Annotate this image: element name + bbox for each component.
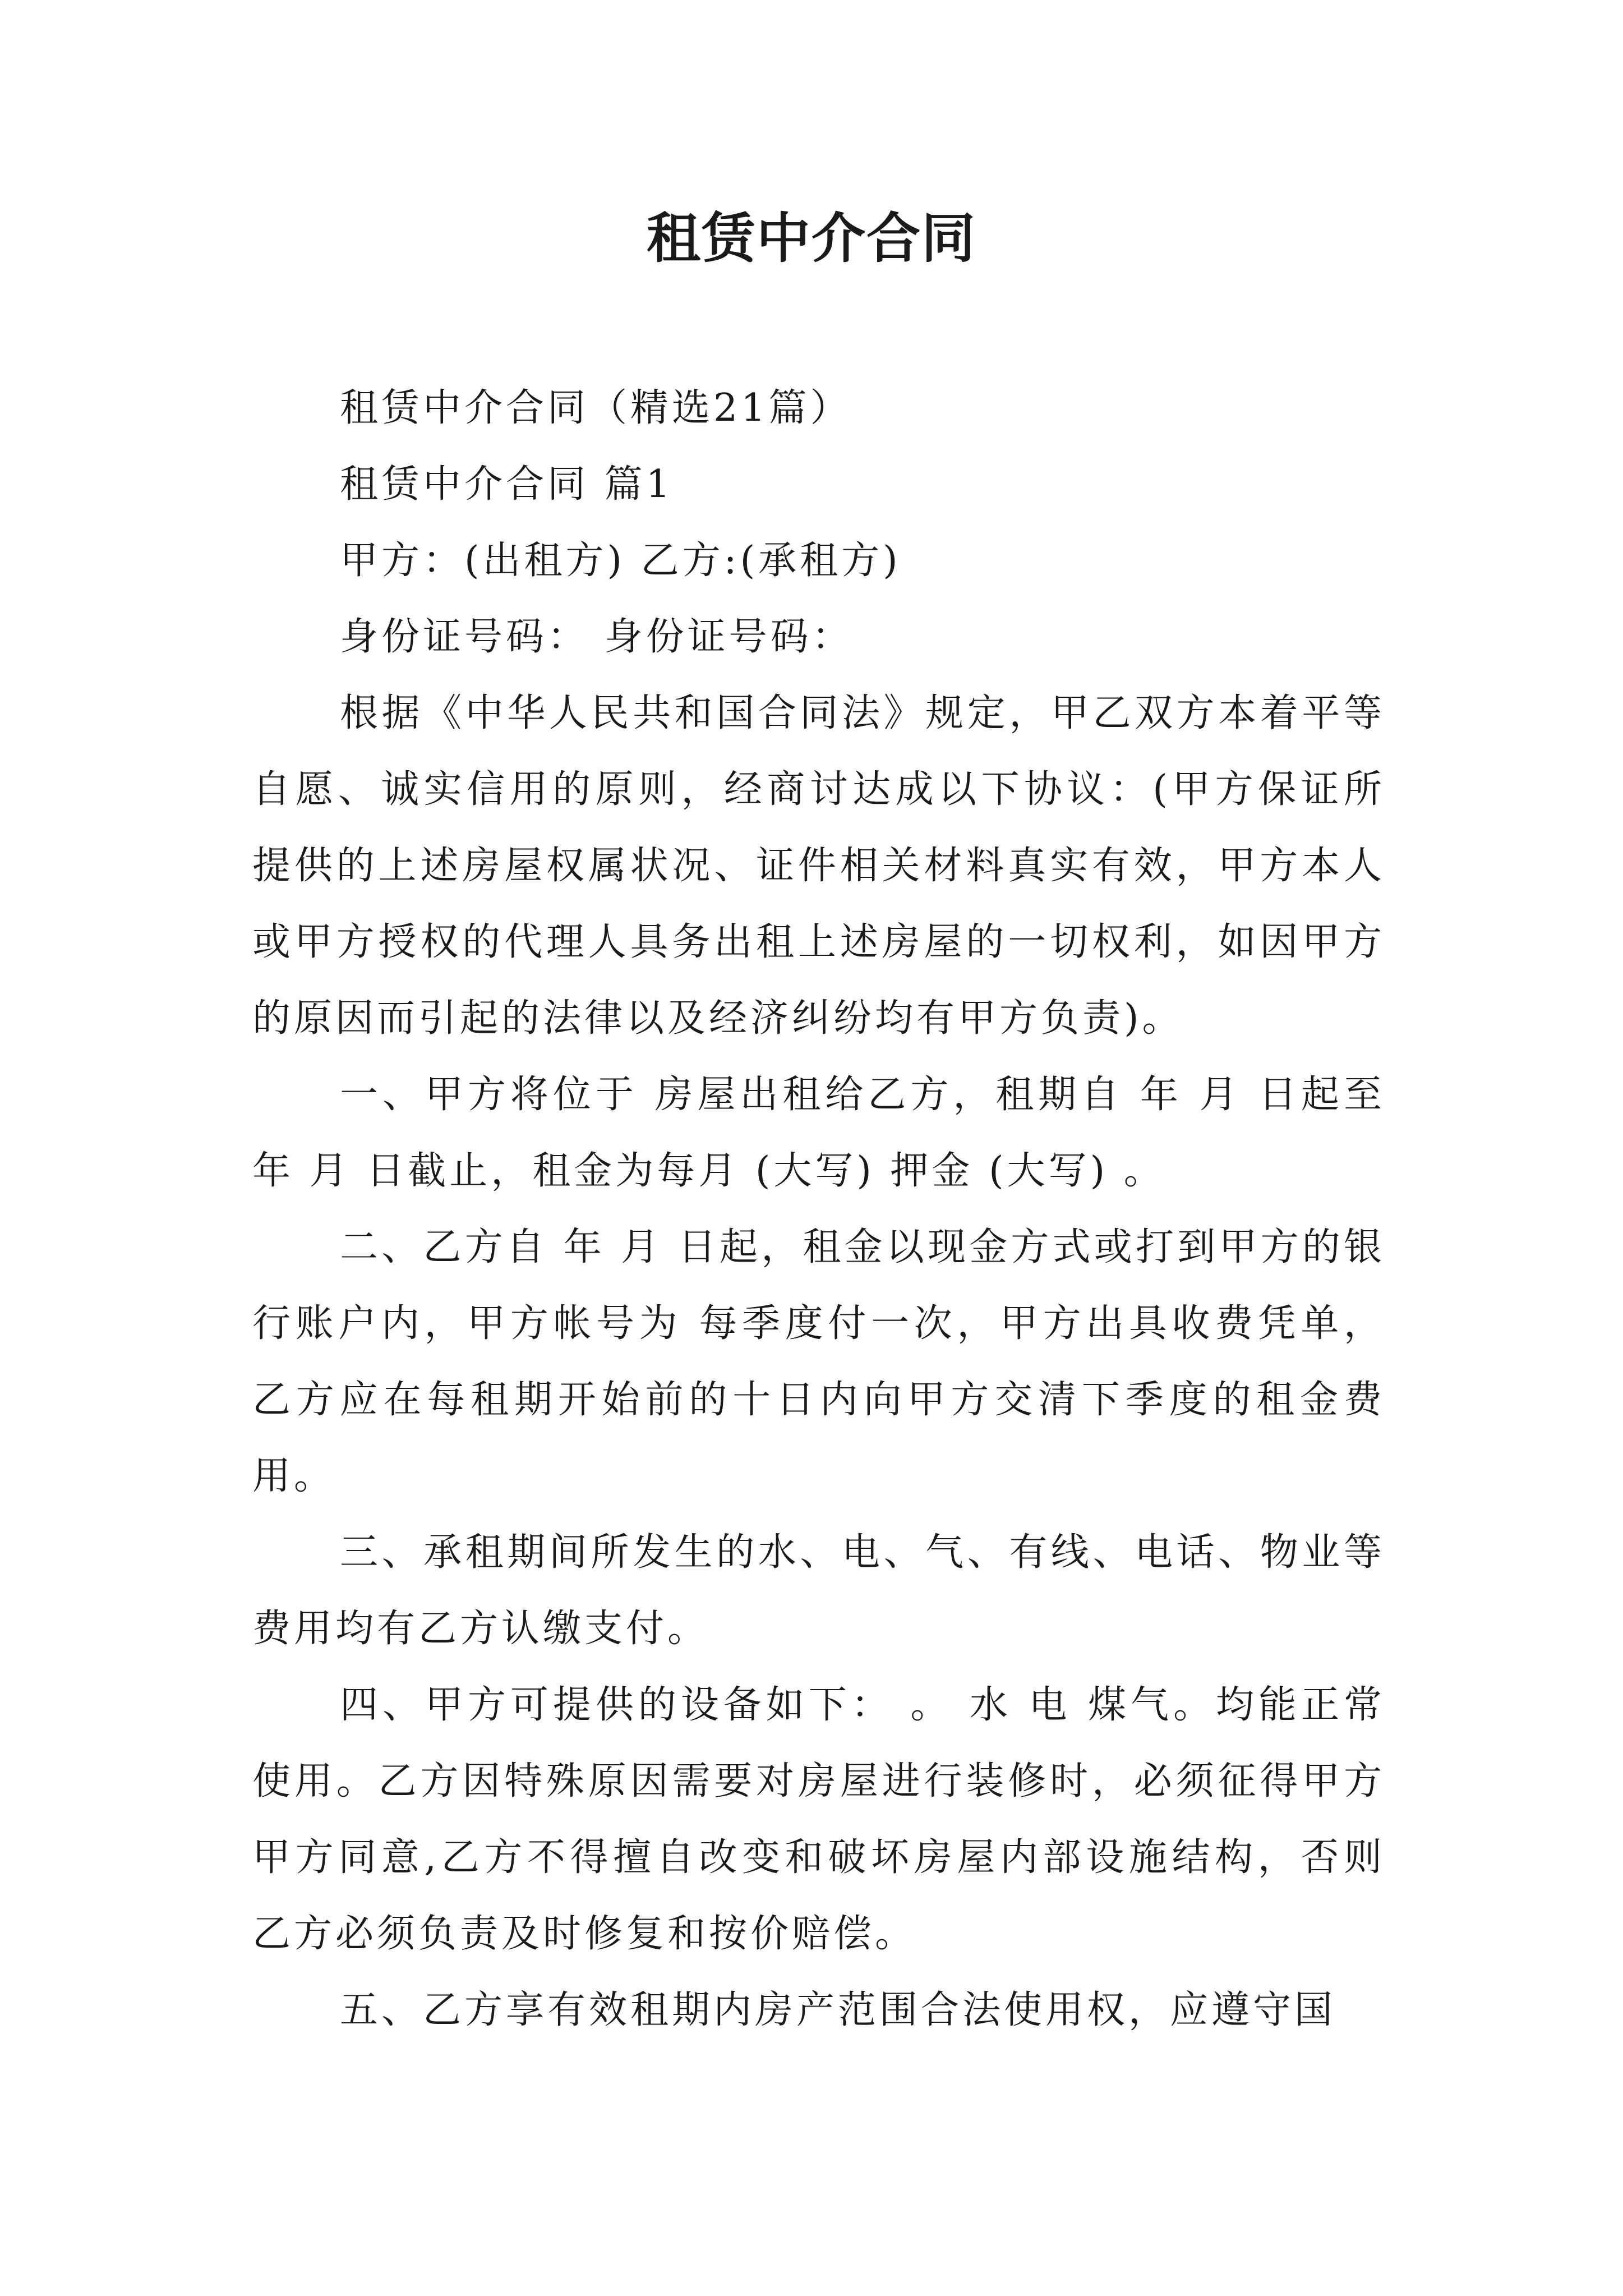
id-number-line: 身份证号码： 身份证号码：: [340, 615, 854, 659]
clause-3: 三、承租期间所发生的水、电、气、有线、电话、物业等费用均有乙方认缴支付。: [252, 1530, 1385, 1651]
preamble-paragraph: 根据《中华人民共和国合同法》规定，甲乙双方本着平等自愿、诚实信用的原则，经商讨达成以下协议：(甲方保证所提供的上述房屋权属状况、证件相关材料真实有效，甲方本人或甲方授权的代理人具务出租上述房屋的一切权利，如因甲方的原因而引起的法律以及经济纠纷均有甲方负责)。: [252, 691, 1385, 1041]
clause-2: 二、乙方自 年 月 日起，租金以现金方式或打到甲方的银行账户内，甲方帐号为 每季度付一次，甲方出具收费凭单，乙方应在每租期开始前的十日内向甲方交清下季度的租金费用。: [252, 1225, 1385, 1498]
clause-1: 一、甲方将位于 房屋出租给乙方，租期自 年 月 日起至 年 月 日截止，租金为每月 (大写) 押金 (大写) 。: [252, 1073, 1385, 1193]
clause-4: 四、甲方可提供的设备如下： 。 水 电 煤气。均能正常使用。乙方因特殊原因需要对房屋进行装修时，必须征得甲方甲方同意,乙方不得擅自改变和破坏房屋内部设施结构，否则乙方必须负责及时修复和按价赔偿。: [252, 1683, 1385, 1956]
clause-5: 五、乙方享有效租期内房产范围合法使用权，应遵守国: [340, 1988, 1336, 2032]
parties-line: 甲方：(出租方) 乙方:(承租方): [340, 539, 901, 583]
document-body: [252, 370, 1385, 2049]
subtitle-part-1: 租赁中介合同 篇1: [340, 462, 674, 507]
subtitle-collection: 租赁中介合同（精选21篇）: [340, 386, 852, 430]
document-title: 租赁中介合同: [647, 206, 976, 270]
